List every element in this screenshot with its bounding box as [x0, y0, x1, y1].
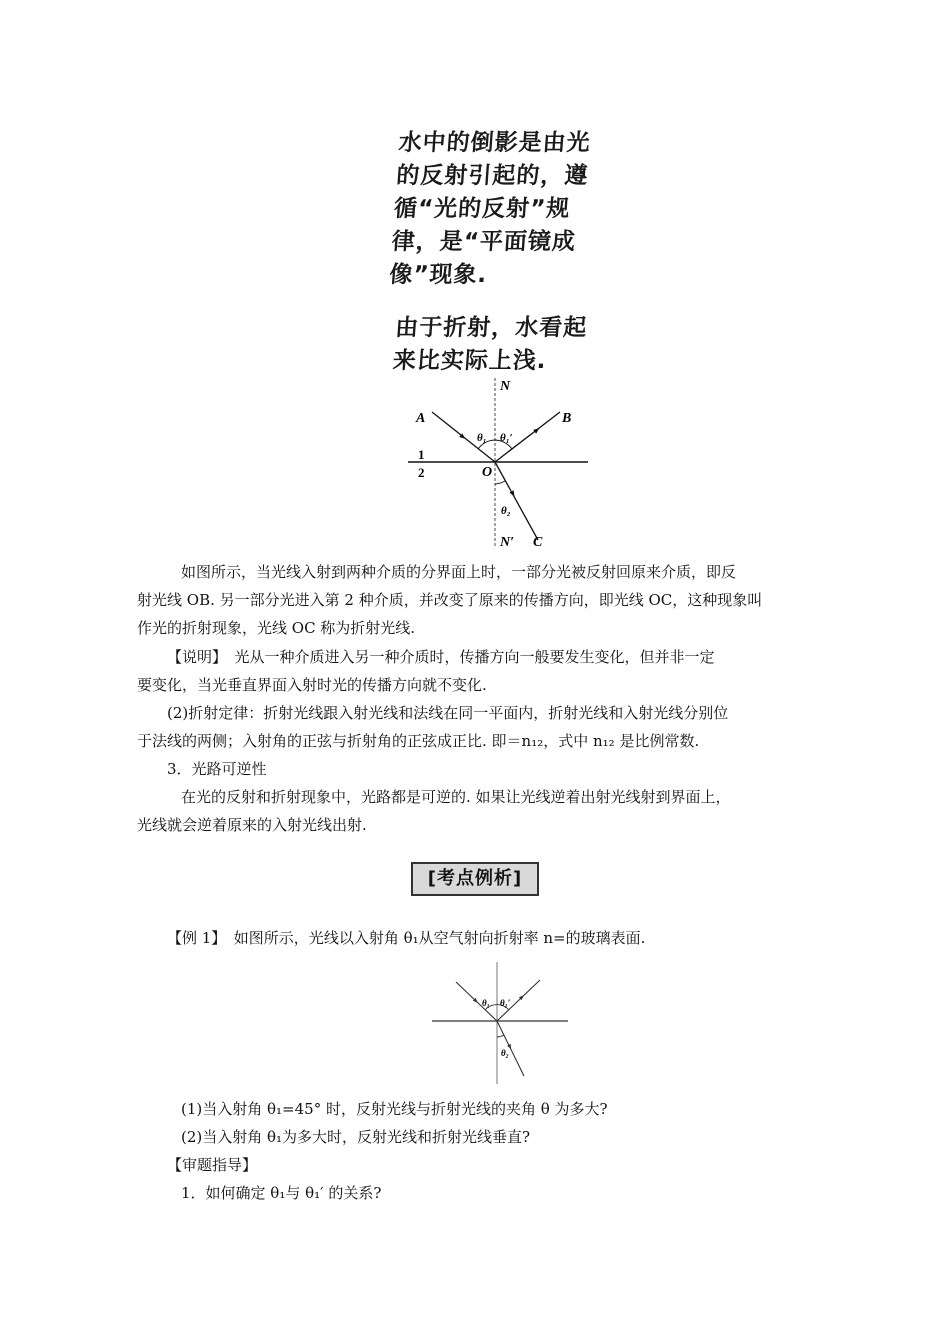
- paragraph-refraction-definition: [137, 558, 817, 642]
- handwritten-note-refraction: [392, 312, 607, 378]
- text-line: 于法线的两侧；入射角的正弦与折射角的正弦成正比. 即＝n₁₂，式中 n₁₂ 是比例常数.: [137, 732, 700, 750]
- label-theta1p: θ₁′: [500, 432, 513, 444]
- label-medium2: 2: [418, 465, 425, 480]
- label-theta1p: θ₁′: [500, 998, 511, 1008]
- label-theta1: θ₁: [482, 998, 490, 1008]
- example-questions: [137, 1095, 817, 1207]
- label-Np: N′: [500, 535, 515, 550]
- label-A: A: [416, 411, 426, 426]
- label-theta2: θ₂: [501, 505, 511, 517]
- refraction-diagram: [400, 372, 600, 552]
- angle-arc-theta2: [495, 481, 505, 484]
- note-line: 律，是“平面镜成: [390, 229, 577, 255]
- text-line: 要变化，当光垂直界面入射时光的传播方向就不变化.: [137, 676, 487, 694]
- label-B: B: [562, 411, 572, 426]
- text-line: 如图所示，当光线入射到两种介质的分界面上时，一部分光被反射回原来介质，即反: [181, 563, 737, 581]
- label-O: O: [482, 465, 493, 480]
- paragraph-refraction-law: [137, 699, 817, 755]
- note-line: 来比实际上浅.: [391, 348, 548, 374]
- refracted-ray: [495, 462, 538, 540]
- note-line: 像”现象.: [388, 262, 489, 288]
- text-line: 【例 1】 如图所示，光线以入射角 θ₁从空气射向折射率 n=的玻璃表面.: [167, 929, 646, 947]
- note-line: 的反射引起的，遵: [395, 163, 590, 189]
- section-title: 3．光路可逆性: [167, 760, 267, 778]
- handwritten-note-reflection: [388, 127, 610, 292]
- label-medium1: 1: [418, 447, 425, 462]
- guide-question-1: 1．如何确定 θ₁与 θ₁′ 的关系?: [181, 1184, 382, 1202]
- text-line: 射光线 OB. 另一部分光进入第 2 种介质，并改变了原来的传播方向，即光线 OC，这种现象叫: [137, 591, 763, 609]
- question-1: (1)当入射角 θ₁=45° 时，反射光线与折射光线的夹角 θ 为多大?: [181, 1100, 608, 1118]
- text-line: 【说明】 光从一种介质进入另一种介质时，传播方向一般要发生变化，但并非一定: [167, 648, 715, 666]
- question-2: (2)当入射角 θ₁为多大时，反射光线和折射光线垂直?: [181, 1128, 531, 1146]
- note-line: 循“光的反射”规: [393, 196, 572, 222]
- note-line: 水中的倒影是由光: [397, 130, 592, 156]
- text-line: (2)折射定律：折射光线跟入射光线和法线在同一平面内，折射光线和入射光线分别位: [167, 704, 729, 722]
- note-line: 由于折射，水看起: [394, 315, 589, 341]
- label-N: N: [500, 379, 511, 394]
- text-line: 在光的反射和折射现象中，光路都是可逆的. 如果让光线逆着出射光线射到界面上，: [181, 788, 731, 806]
- text-line: 作光的折射现象，光线 OC 称为折射光线.: [137, 619, 416, 637]
- label-C: C: [533, 535, 543, 550]
- paragraph-note: [137, 643, 817, 699]
- incident-ray: [456, 982, 497, 1021]
- label-theta2: θ₂: [501, 1048, 509, 1058]
- text-line: 光线就会逆着原来的入射光线出射.: [137, 816, 367, 834]
- example-diagram: [430, 958, 570, 1088]
- label-theta1: θ₁: [477, 432, 487, 444]
- paragraph-reversibility: [137, 755, 817, 839]
- section-heading: [考点例析]: [411, 862, 539, 896]
- guide-title: 【审题指导】: [167, 1156, 258, 1174]
- example-1-statement: [137, 924, 817, 952]
- angle-arc: [497, 1035, 504, 1037]
